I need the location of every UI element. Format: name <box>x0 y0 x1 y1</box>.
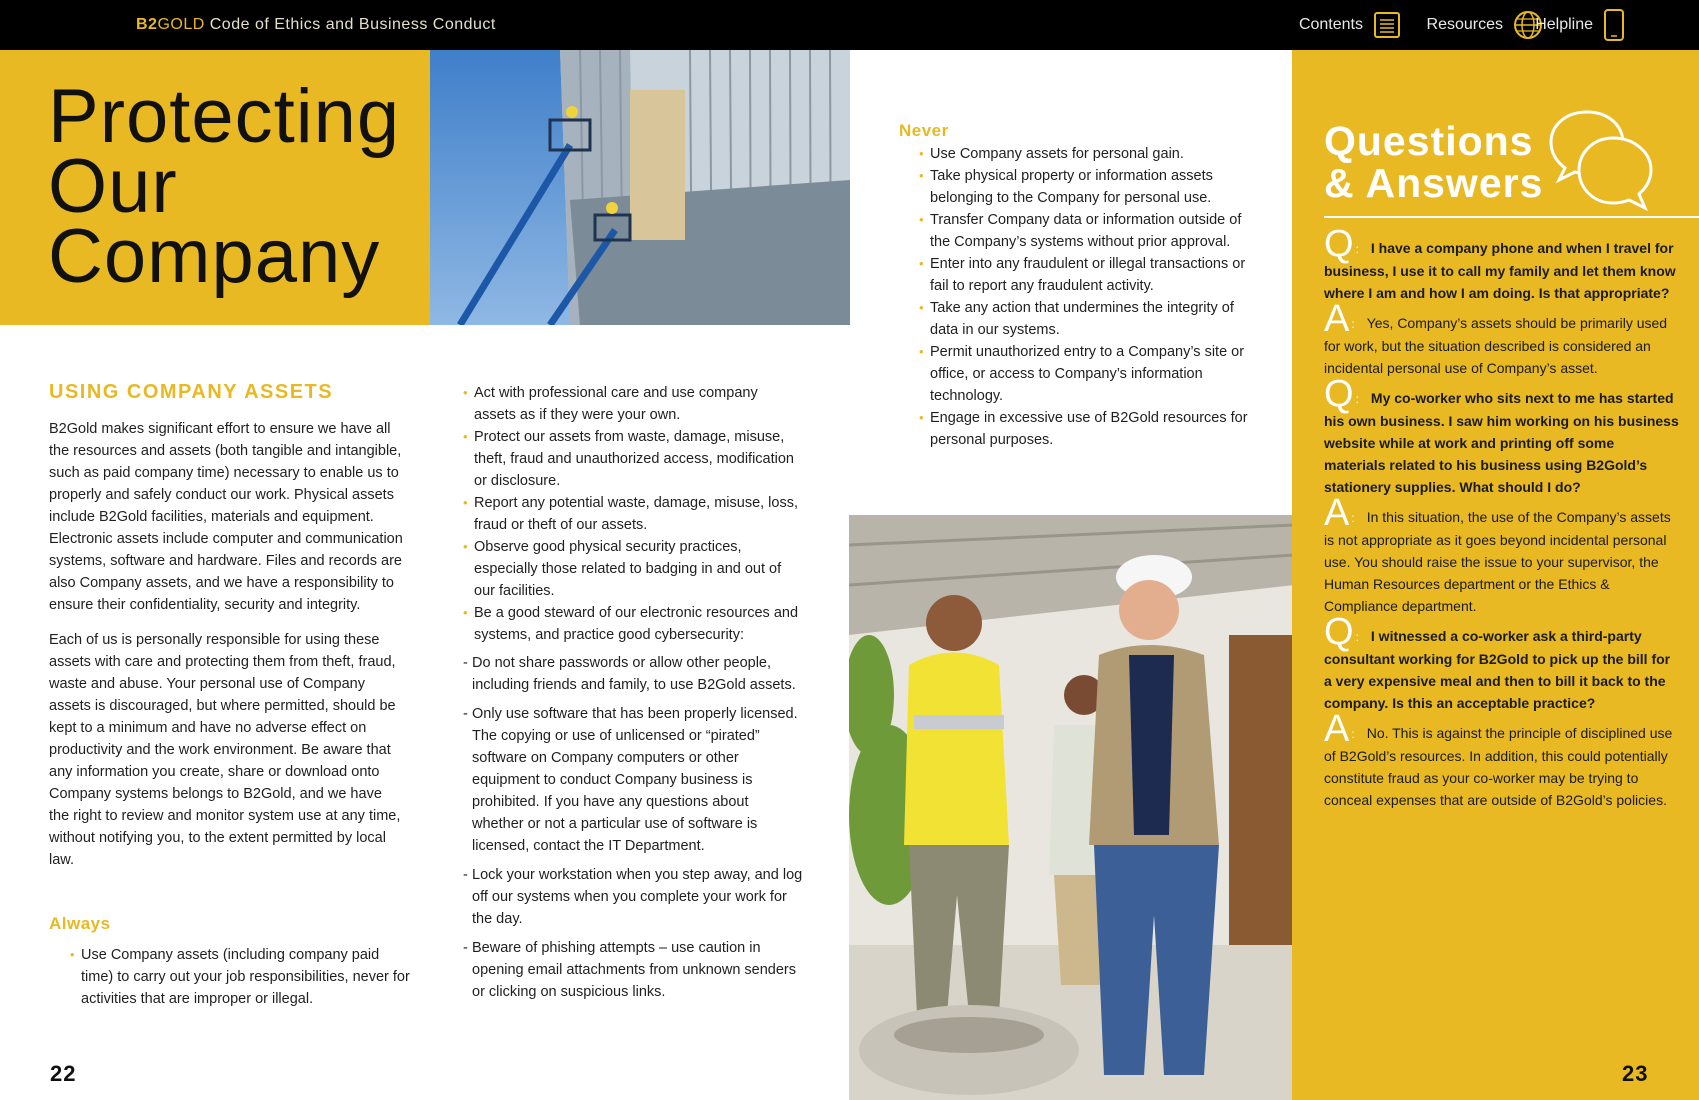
guideline-item: • Be a good steward of our electronic resources and systems, and practice good cybersecurity: <box>463 602 803 646</box>
q-letter: Q <box>1324 611 1354 653</box>
resources-label: Resources <box>1426 16 1503 33</box>
always-item: • Use Company assets (including company paid time) to carry out your job responsibilities, never for activities that are improper or illegal. <box>70 944 410 1010</box>
cybersecurity-item: - Do not share passwords or allow other people, including friends and family, to use B2Gold assets. <box>463 652 803 696</box>
never-item: • Transfer Company data or information outside of the Company’s systems without prior approval. <box>919 209 1249 253</box>
helpline-link[interactable] <box>1535 0 1625 50</box>
guideline-item: • Protect our assets from waste, damage, misuse, theft, fraud and unauthorized access, modification or disclosure. <box>463 426 803 492</box>
guideline-item: • Observe good physical security practices, especially those related to badging in and out of our facilities. <box>463 536 803 602</box>
never-heading: Never <box>899 121 949 140</box>
question-text: I witnessed a co-worker ask a third-party consultant working for B2Gold to pick up the bill for a very expensive meal and then to bill it back to the company. Is this an acceptable practice? <box>1324 628 1671 711</box>
guidelines-list <box>463 382 803 646</box>
cybersecurity-item: - Only use software that has been properly licensed. The copying or use of unlicensed or “pirated” software on Company computers or other equipment to conduct Company business is prohibited. If you have any questions about whether or not a particular use of software is licensed, contact the IT Department. <box>463 703 803 857</box>
question-2 <box>1324 373 1679 498</box>
photo-employees-talking <box>849 515 1294 1100</box>
speech-bubbles-icon <box>1547 108 1657 213</box>
q-colon: : <box>1355 392 1359 406</box>
question-text: My co-worker who sits next to me has started his own business. I saw him working on his business website while at work and printing off some materials related to his business using B2Gold’s stationery supplies. What should I do? <box>1324 390 1679 495</box>
a-letter: A <box>1324 298 1350 340</box>
contents-label: Contents <box>1298 16 1363 33</box>
qa-panel <box>1292 50 1699 1100</box>
answer-text: In this situation, the use of the Company’s assets is not appropriate as it goes beyond incidental personal use. You should raise the issue to your supervisor, the Human Resources department or the Ethics & Compliance department. <box>1324 509 1671 614</box>
brand-logo-gold: GOLD <box>157 16 205 33</box>
title-line-3: Company <box>48 214 381 299</box>
answer-text: No. This is against the principle of disciplined use of B2Gold’s resources. In addition, this could potentially constitute fraud as your co-worker may be trying to conceal expenses that are outside of B2Gold’s policies. <box>1324 725 1673 808</box>
qa-list <box>1324 223 1679 815</box>
title-block <box>0 50 430 325</box>
qa-divider <box>1324 216 1699 218</box>
qa-title-line-1: Questions <box>1324 118 1534 164</box>
never-item: • Enter into any fraudulent or illegal transactions or fail to report any fraudulent activity. <box>919 253 1249 297</box>
never-item: • Use Company assets for personal gain. <box>919 143 1249 165</box>
always-heading: Always <box>49 914 111 933</box>
paragraph-1: B2Gold makes significant effort to ensure we have all the resources and assets (both tangible and intangible, such as paid company time) necessary to enable us to properly and safely conduct our work. Physical assets include B2Gold facilities, materials and equipment. Electronic assets include computer and communication systems, software and hardware. Files and records are also Company assets, and we have a responsibility to ensure their confidentiality, security and integrity. <box>49 421 403 613</box>
cybersecurity-item: - Beware of phishing attempts – use caution in opening email attachments from unknown senders or clicking on suspicious links. <box>463 937 803 1003</box>
people-photo-illustration <box>849 515 1294 1100</box>
section-heading-using-assets: USING COMPANY ASSETS <box>49 381 334 403</box>
qa-title <box>1324 120 1543 204</box>
never-list <box>919 143 1249 451</box>
a-letter: A <box>1324 492 1350 534</box>
never-item: • Take physical property or information assets belonging to the Company for personal use. <box>919 165 1249 209</box>
always-list <box>70 944 410 1010</box>
guideline-item: • Act with professional care and use company assets as if they were your own. <box>463 382 803 426</box>
answer-3 <box>1324 708 1679 811</box>
contents-icon <box>1373 11 1401 39</box>
resources-link[interactable] <box>1427 0 1543 50</box>
guidelines-column <box>463 382 803 1010</box>
answer-2 <box>1324 492 1679 617</box>
brand-logo-b2: B2 <box>136 16 158 33</box>
question-text: I have a company phone and when I travel for business, I use it to call my family and let them know where I am and how I am doing. Is that appropriate? <box>1324 240 1676 301</box>
cybersecurity-sublist <box>463 652 803 1003</box>
cybersecurity-item: - Lock your workstation when you step away, and log off our systems when you complete your work for the day. <box>463 864 803 930</box>
page-number-left: 22 <box>50 1061 77 1086</box>
guideline-item: • Report any potential waste, damage, misuse, loss, fraud or theft of our assets. <box>463 492 803 536</box>
q-colon: : <box>1355 242 1359 256</box>
never-item: • Take any action that undermines the integrity of data in our systems. <box>919 297 1249 341</box>
document-title: Code of Ethics and Business Conduct <box>209 16 496 33</box>
page-title <box>48 74 401 299</box>
a-colon: : <box>1351 317 1355 331</box>
paragraph-2: Each of us is personally responsible for using these assets with care and protecting them from theft, fraud, waste and abuse. Your personal use of Company assets is discouraged, but where permitted, should be kept to a minimum and have no adverse effect on productivity and the work environment. Be aware that any information you create, share or download onto Company systems belongs to B2Gold, and we have the right to review and monitor system use at any time, without notifying you, to the extent permitted by local law. <box>49 632 401 868</box>
page-number-right: 23 <box>1622 1061 1649 1086</box>
q-colon: : <box>1355 630 1359 644</box>
top-bar <box>0 0 1699 50</box>
contents-link[interactable] <box>1299 0 1401 50</box>
title-line-2: Our <box>48 144 178 229</box>
a-colon: : <box>1351 511 1355 525</box>
answer-1 <box>1324 298 1679 379</box>
question-1 <box>1324 223 1679 304</box>
a-letter: A <box>1324 708 1350 750</box>
photo-building-workers <box>430 50 850 325</box>
never-item: • Engage in excessive use of B2Gold resources for personal purposes. <box>919 407 1249 451</box>
q-letter: Q <box>1324 373 1354 415</box>
brand-title <box>136 16 496 34</box>
never-item: • Permit unauthorized entry to a Company’s site or office, or access to Company’s information technology. <box>919 341 1249 407</box>
a-colon: : <box>1351 727 1355 741</box>
helpline-label: Helpline <box>1535 16 1593 33</box>
question-3 <box>1324 611 1679 714</box>
q-letter: Q <box>1324 223 1354 265</box>
qa-title-line-2: & Answers <box>1324 160 1544 206</box>
phone-icon <box>1603 8 1625 42</box>
title-line-1: Protecting <box>48 74 401 159</box>
intro-column <box>49 418 404 884</box>
building-photo-illustration <box>430 50 850 325</box>
answer-text: Yes, Company’s assets should be primarily used for work, but the situation described is considered an incidental personal use of Company’s asset. <box>1324 315 1668 376</box>
